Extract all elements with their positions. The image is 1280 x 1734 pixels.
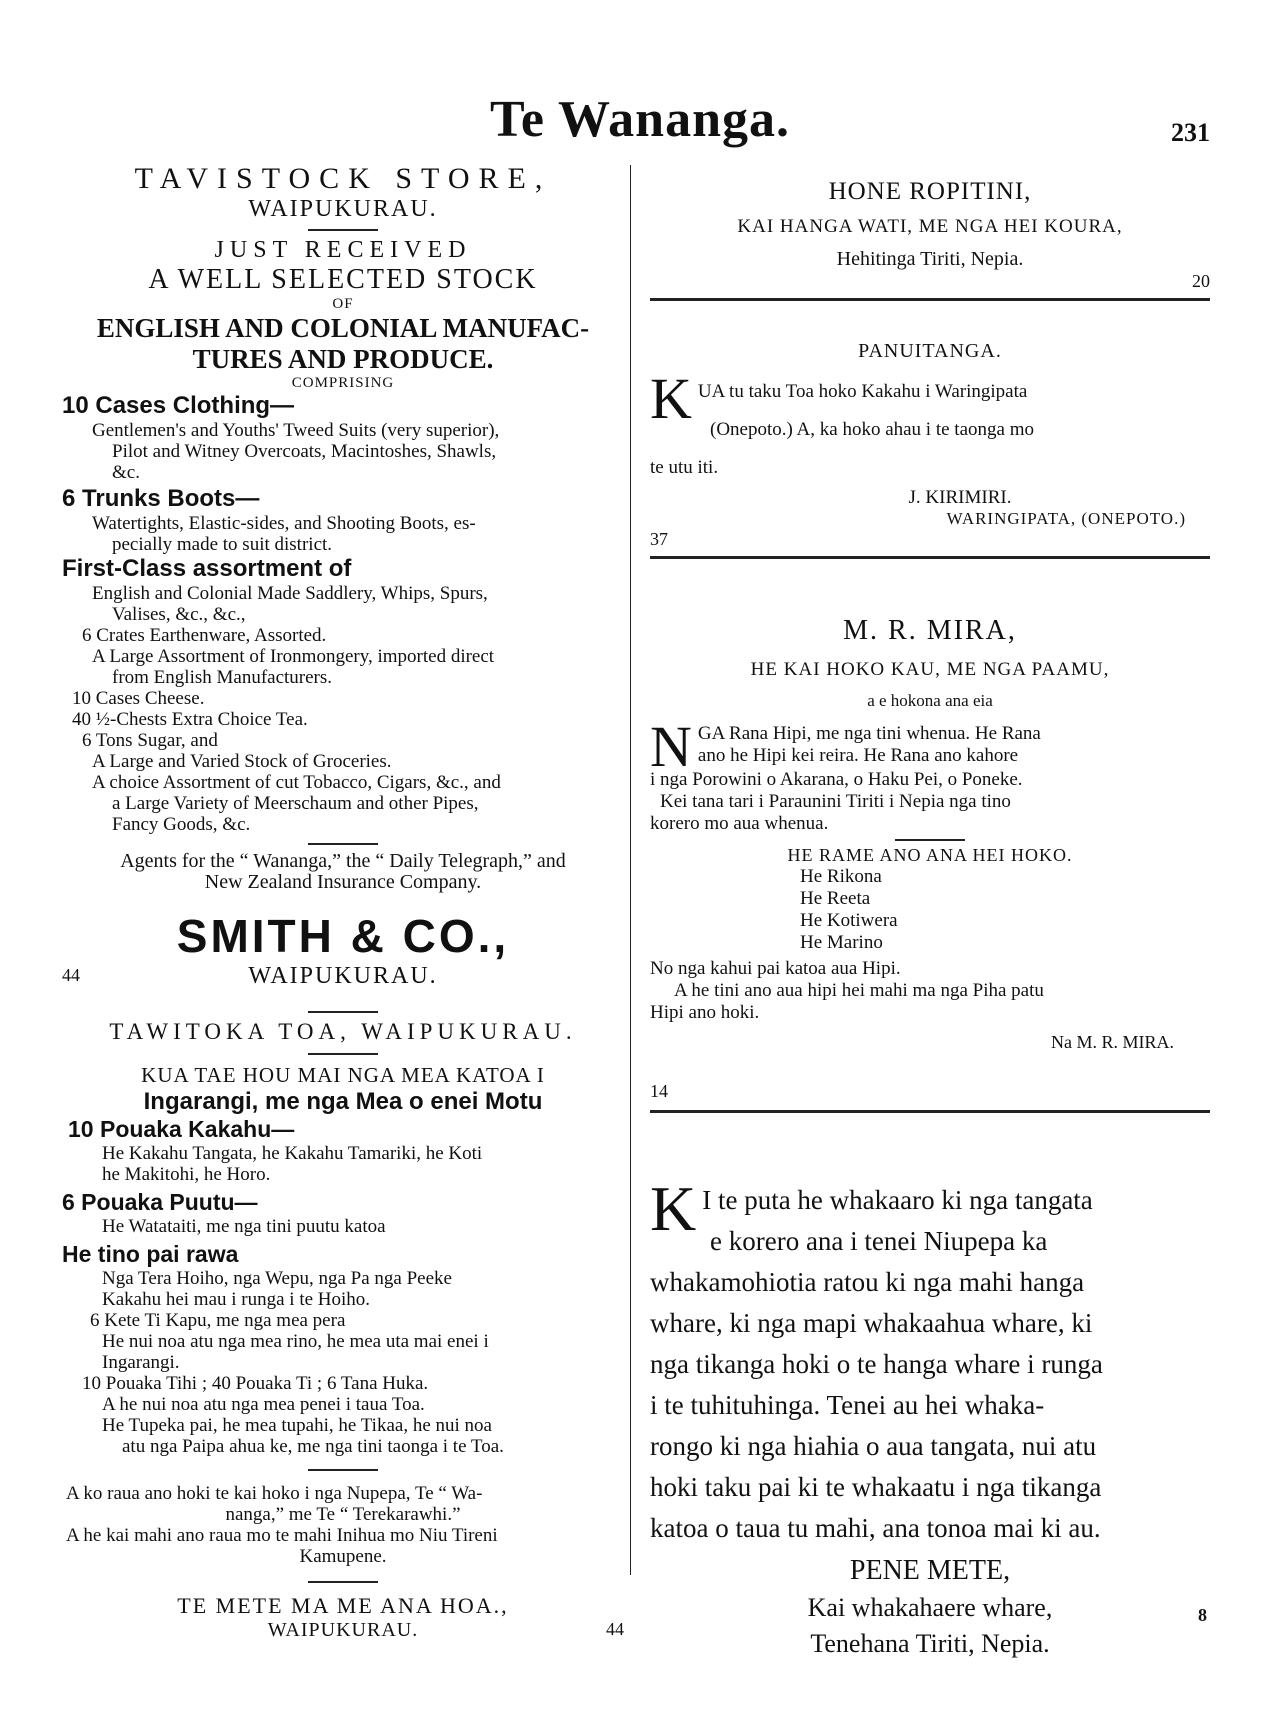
panuitanga-heading: PANUITANGA. (858, 340, 1002, 362)
tawitoka-heading: TAWITOKA TOA, WAIPUKURAU. (109, 1019, 577, 1044)
panuitanga-advert (650, 340, 1210, 565)
mete-line: I te puta he whakaaro ki nga tangata (702, 1185, 1093, 1215)
stock-line: 10 Pouaka Tihi ; 40 Pouaka Ti ; 6 Tana Huka. (82, 1373, 429, 1394)
kakahu-heading: 10 Pouaka Kakahu— (68, 1116, 295, 1142)
tawitoka-signature: TE METE MA ME ANA HOA., (177, 1593, 509, 1618)
stock-line: A he nui noa atu nga mea penei i taua Toa. (102, 1394, 425, 1415)
list-item: He Kotiwera (800, 910, 898, 931)
ingarangi-line: Ingarangi, me nga Mea o enei Motu (143, 1088, 543, 1115)
mete-name: PENE METE, (849, 1555, 1011, 1586)
mete-line: whakamohiotia ratou ki nga mahi hanga (650, 1267, 1085, 1297)
kakahu-line: he Makitohi, he Horo. (102, 1164, 271, 1185)
list-item: He Marino (800, 932, 883, 953)
mira-advert (650, 615, 1210, 1119)
stock-line: Kakahu hei mau i runga i te Hoiho. (102, 1289, 371, 1310)
stock-line: 6 Crates Earthenware, Assorted. (82, 625, 327, 646)
mete-advert (650, 1173, 1210, 1659)
mira-line: ano he Hipi kei reira. He Rana ano kahore (697, 745, 1019, 766)
first-class-heading: First-Class assortment of (62, 555, 352, 582)
kahui-line: A he tini ano aua hipi hei mahi ma nga Piha patu (674, 980, 1044, 1001)
divider (650, 556, 1210, 559)
mira-sub: a e hokona ana eia (867, 691, 993, 710)
stock-line: Fancy Goods, &c. (112, 814, 251, 835)
mete-line: nga tikanga hoki o te hanga whare i runga (650, 1349, 1103, 1379)
stock-line: Nga Tera Hoiho, nga Wepu, nga Pa nga Peeke (102, 1268, 452, 1289)
mira-name: M. R. MIRA, (843, 615, 1017, 646)
agents-line: New Zealand Insurance Company. (204, 871, 482, 893)
divider (650, 298, 1210, 301)
heading-line1: ENGLISH AND COLONIAL MANUFAC- (96, 313, 590, 343)
page-number: 231 (1171, 118, 1210, 147)
kahui-line: No nga kahui pai katoa aua Hipi. (650, 958, 901, 979)
agent-line: A he kai mahi ano raua mo te mahi Inihua mo Niu Tireni (66, 1525, 498, 1546)
divider (308, 1469, 378, 1471)
stock-line: Valises, &c., &c., (112, 604, 246, 625)
tino-pai-heading: He tino pai rawa (62, 1241, 239, 1267)
ropitini-trade: KAI HANGA WATI, ME NGA HEI KOURA, (737, 216, 1123, 237)
stock-line: 6 Kete Ti Kapu, me nga mea pera (90, 1310, 346, 1331)
puutu-line: He Watataiti, me nga tini puutu katoa (102, 1216, 386, 1237)
ad-number: 8 (1198, 1605, 1207, 1625)
column-divider (630, 165, 631, 1575)
clothing-line: Gentlemen's and Youths' Tweed Suits (very superior), (92, 420, 500, 441)
tawitoka-location: WAIPUKURAU. (267, 1619, 419, 1641)
just-received: JUST RECEIVED (214, 237, 472, 263)
mete-line: i te tuhituhinga. Tenei au hei whaka- (650, 1390, 1045, 1420)
mira-line: GA Rana Hipi, me nga tini whenua. He Rana (697, 723, 1041, 744)
mira-line: Kei tana tari i Paraunini Tiriti i Nepia nga tino (660, 791, 1011, 812)
stock-line: He Tupeka pai, he mea tupahi, he Tikaa, he nui noa (102, 1415, 492, 1436)
store-location: WAIPUKURAU. (248, 196, 438, 222)
of-label: OF (332, 296, 354, 312)
stock-line: atu nga Paipa ahua ke, me nga tini taonga i te Toa. (122, 1436, 504, 1457)
ad-number: 20 (1192, 271, 1210, 291)
ad-number: 44 (62, 965, 80, 985)
firm-name: SMITH & CO., (176, 910, 510, 962)
stock-line: A Large and Varied Stock of Groceries. (92, 751, 392, 772)
boots-line: Watertights, Elastic-sides, and Shooting Boots, es- (92, 513, 476, 534)
ad-number: 44 (606, 1619, 624, 1639)
boots-line: pecially made to suit district. (112, 534, 333, 555)
masthead-title: Te Wananga. (489, 91, 791, 148)
divider (308, 843, 378, 845)
stock-line: 6 Tons Sugar, and (82, 730, 218, 751)
divider (308, 1011, 378, 1013)
stock-line: 40 ½-Chests Extra Choice Tea. (72, 709, 308, 730)
stock-line: He nui noa atu nga mea rino, he mea uta mai enei i (102, 1331, 489, 1352)
boots-heading: 6 Trunks Boots— (62, 485, 260, 512)
panuitanga-line: te utu iti. (650, 457, 719, 478)
stock-line: Ingarangi. (102, 1352, 180, 1373)
divider (308, 1053, 378, 1055)
mete-line: katoa o taua tu mahi, ana tonoa mai ki au. (650, 1513, 1101, 1543)
clothing-line: &c. (112, 462, 140, 483)
tavistock-advert (62, 162, 624, 989)
list-item: He Reeta (800, 888, 871, 909)
drop-cap: K (650, 366, 692, 431)
divider (650, 1110, 1210, 1113)
stock-line: from English Manufacturers. (112, 667, 333, 688)
kahui-line: Hipi ano hoki. (650, 1002, 760, 1023)
clothing-line: Pilot and Witney Overcoats, Macintoshes, Shawls, (112, 441, 497, 462)
panuitanga-place: WARINGIPATA, (ONEPOTO.) (946, 509, 1186, 528)
drop-cap: K (650, 1173, 697, 1244)
list-item: He Rikona (800, 866, 882, 887)
mete-line: whare, ki nga mapi whakaahua whare, ki (650, 1308, 1093, 1338)
tawitoka-advert (62, 1005, 624, 1645)
agent-line: Kamupene. (299, 1546, 387, 1567)
mete-line: hoki taku pai ki te whakaatu i nga tikanga (650, 1472, 1102, 1502)
stock-line: English and Colonial Made Saddlery, Whips, Spurs, (92, 583, 488, 604)
agents-line: Agents for the “ Wananga,” the “ Daily Telegraph,” and (120, 850, 566, 872)
panuitanga-signature: J. KIRIMIRI. (908, 487, 1012, 508)
mira-trade: HE KAI HOKO KAU, ME NGA PAAMU, (750, 659, 1110, 680)
heading-line2: TURES AND PRODUCE. (192, 344, 494, 374)
kakahu-line: He Kakahu Tangata, he Kakahu Tamariki, he Koti (102, 1143, 483, 1164)
stock-line: 10 Cases Cheese. (72, 688, 205, 709)
mira-signature: Na M. R. MIRA. (1050, 1032, 1174, 1052)
stock-line: A Large Assortment of Ironmongery, imported direct (92, 646, 495, 667)
puutu-heading: 6 Pouaka Puutu— (62, 1189, 258, 1215)
mete-address: Tenehana Tiriti, Nepia. (810, 1629, 1050, 1658)
kua-tae-line: KUA TAE HOU MAI NGA MEA KATOA I (141, 1063, 545, 1087)
ropitini-name: HONE ROPITINI, (828, 178, 1032, 205)
rame-list (650, 866, 1210, 954)
firm-location: WAIPUKURAU. (248, 963, 438, 989)
mete-line: rongo ki nga hiahia o aua tangata, nui atu (650, 1431, 1097, 1461)
rame-heading: HE RAME ANO ANA HEI HOKO. (787, 845, 1073, 865)
stock-line: A choice Assortment of cut Tobacco, Cigars, &c., and (92, 772, 501, 793)
drop-cap: N (650, 714, 692, 779)
divider (895, 839, 965, 841)
panuitanga-line: (Onepoto.) A, ka hoko ahau i te taonga mo (710, 419, 1034, 440)
agent-line: nanga,” me Te “ Terekarawhi.” (225, 1504, 461, 1525)
ropitini-advert (650, 178, 1210, 307)
divider (308, 1581, 378, 1583)
agent-line: A ko raua ano hoki te kai hoko i nga Nupepa, Te “ Wa- (66, 1483, 483, 1504)
store-name: TAVISTOCK STORE, (134, 162, 552, 195)
ad-number: 37 (650, 529, 668, 549)
comprising-label: COMPRISING (291, 375, 395, 391)
well-selected: A WELL SELECTED STOCK (148, 264, 538, 295)
ad-number: 14 (650, 1081, 668, 1101)
ropitini-address: Hehitinga Tiriti, Nepia. (836, 248, 1024, 270)
clothing-heading: 10 Cases Clothing— (62, 392, 295, 419)
mira-line: i nga Porowini o Akarana, o Haku Pei, o Poneke. (650, 769, 1023, 790)
mete-role: Kai whakahaere whare, (807, 1593, 1053, 1622)
stock-line: a Large Variety of Meerschaum and other Pipes, (112, 793, 479, 814)
mira-line: korero mo aua whenua. (650, 813, 829, 834)
mete-line: e korero ana i tenei Niupepa ka (710, 1226, 1048, 1256)
divider (308, 229, 378, 231)
panuitanga-line: UA tu taku Toa hoko Kakahu i Waringipata (697, 381, 1028, 402)
